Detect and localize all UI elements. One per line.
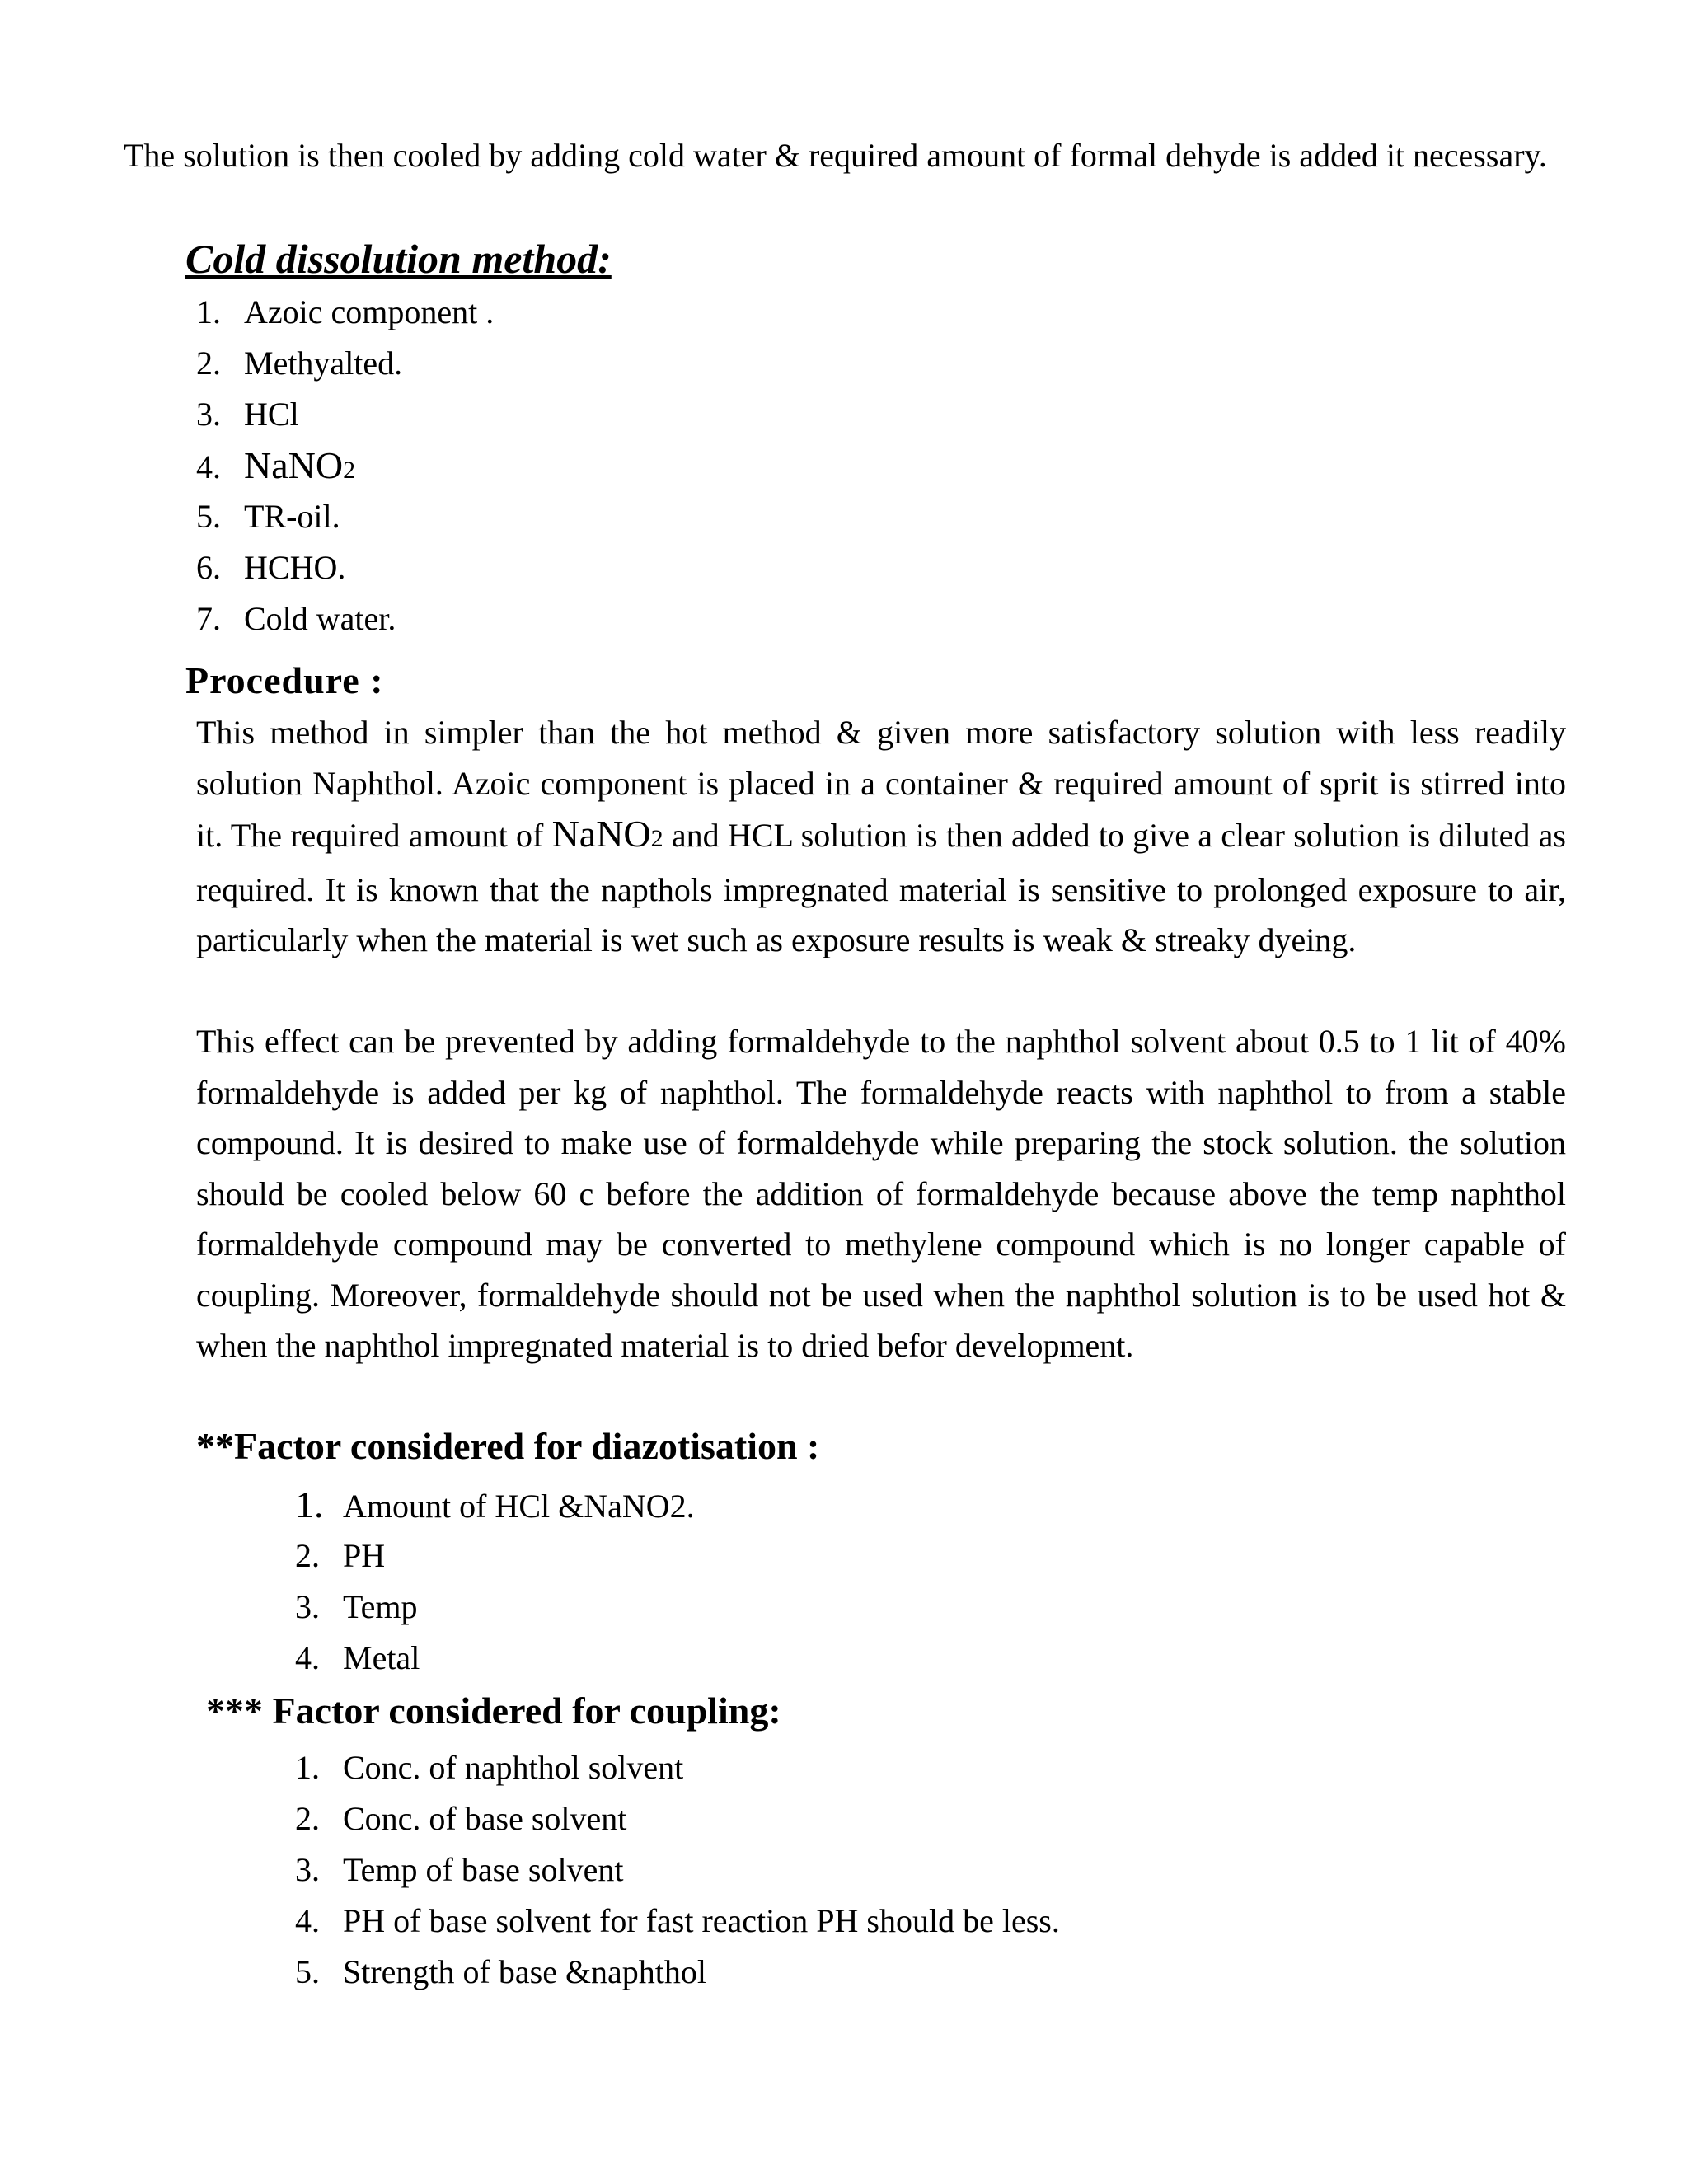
- list-item-number: 2.: [295, 1537, 320, 1574]
- list-item-text: HCHO.: [244, 549, 346, 586]
- list-item: [295, 1582, 695, 1633]
- list-item-number: 5.: [196, 498, 221, 535]
- coupling-list: [295, 1742, 1060, 1998]
- procedure-paragraph-2: This effect can be prevented by adding formaldehyde to the naphthol solvent about 0.5 to 1 lit of 40% formaldehyde is added per kg of naphthol. The formaldehyde reacts with naphthol to from a stable compound. It is desired to make use of formaldehyde while preparing the stock solution. the solution should be cooled below 60 c before the addition of formaldehyde because above the temp naphthol formaldehyde compound may be converted to methylene compound which is no longer capable of coupling. Moreover, formaldehyde should not be used when the naphthol solution is to be used hot & when the naphthol impregnated material is to dried befor development.: [196, 1023, 1566, 1364]
- list-item-text: Cold water.: [244, 600, 396, 637]
- list-item-text: Conc. of naphthol solvent: [343, 1749, 684, 1786]
- procedure-text-b: and HCL solution is then added to give a clear solution is diluted as required. It is known that the napthols impregnated material is sensitive to prolonged exposure to air, particularly when the material is wet such as exposure results is weak & streaky dyeing.: [196, 817, 1566, 958]
- list-item-text: PH of base solvent for fast reaction PH should be less.: [343, 1902, 1060, 1939]
- list-item: [196, 491, 494, 542]
- list-item: [196, 542, 494, 593]
- list-item-number: 7.: [196, 600, 221, 637]
- procedure-chemical-subscript: 2: [650, 825, 663, 852]
- list-item-number: 1.: [295, 1749, 320, 1786]
- list-item: [295, 1633, 695, 1684]
- list-item-text: Strength of base &naphthol: [343, 1953, 707, 1990]
- list-item-text: Metal: [343, 1639, 420, 1676]
- list-item-text: Temp: [343, 1588, 418, 1625]
- list-item-text: Temp of base solvent: [343, 1851, 624, 1888]
- list-item-number: 2.: [196, 344, 221, 382]
- list-item: [295, 1896, 1060, 1947]
- list-item-text: NaNO: [244, 444, 344, 486]
- list-item-number: 4.: [295, 1639, 320, 1676]
- procedure-heading: Procedure :: [185, 659, 384, 701]
- list-item-number: 2.: [295, 1800, 320, 1837]
- list-item-number: 5.: [295, 1953, 320, 1990]
- list-item-number: 4.: [295, 1902, 320, 1939]
- list-item: [196, 338, 494, 389]
- diazotisation-list: [295, 1479, 695, 1684]
- list-item: [295, 1947, 1060, 1998]
- list-item-number: 3.: [196, 396, 221, 433]
- procedure-paragraph-1: [196, 707, 1566, 966]
- coupling-heading: *** Factor considered for coupling:: [206, 1690, 781, 1732]
- list-item-text: Conc. of base solvent: [343, 1800, 627, 1837]
- list-item: [295, 1530, 695, 1582]
- list-item: [196, 440, 494, 491]
- list-item: [295, 1479, 695, 1530]
- intro-paragraph: The solution is then cooled by adding cold water & required amount of formal dehyde is added it necessary.: [124, 137, 1547, 174]
- procedure-chemical: NaNO: [551, 813, 651, 855]
- list-item-number: 6.: [196, 549, 221, 586]
- list-item-number: 3.: [295, 1588, 320, 1625]
- list-item: [196, 389, 494, 440]
- list-item-number: 1.: [295, 1483, 324, 1526]
- list-item: [196, 287, 494, 338]
- list-item: [196, 593, 494, 644]
- cold-dissolution-heading: Cold dissolution method:: [185, 236, 612, 282]
- cold-dissolution-list: [196, 287, 494, 644]
- list-item-text: PH: [343, 1537, 386, 1574]
- list-item-text: Methyalted.: [244, 344, 403, 382]
- list-item: [295, 1742, 1060, 1793]
- list-item-text: Amount of HCl &NaNO2.: [343, 1488, 695, 1525]
- list-item-number: 4.: [196, 448, 221, 485]
- list-item: [295, 1844, 1060, 1896]
- procedure-text-a: This method in simpler than the hot method & given more satisfactory solution with less readily solution Naphthol. Azoic component is placed in a container & required amount of sprit is stirred into it. The required amount of: [196, 714, 1566, 854]
- diazotisation-heading: **Factor considered for diazotisation :: [196, 1425, 820, 1467]
- list-item-subscript: 2: [343, 457, 356, 484]
- list-item: [295, 1793, 1060, 1844]
- list-item-text: HCl: [244, 396, 299, 433]
- list-item-number: 1.: [196, 293, 221, 330]
- list-item-number: 3.: [295, 1851, 320, 1888]
- list-item-text: TR-oil.: [244, 498, 340, 535]
- list-item-text: Azoic component .: [244, 293, 495, 330]
